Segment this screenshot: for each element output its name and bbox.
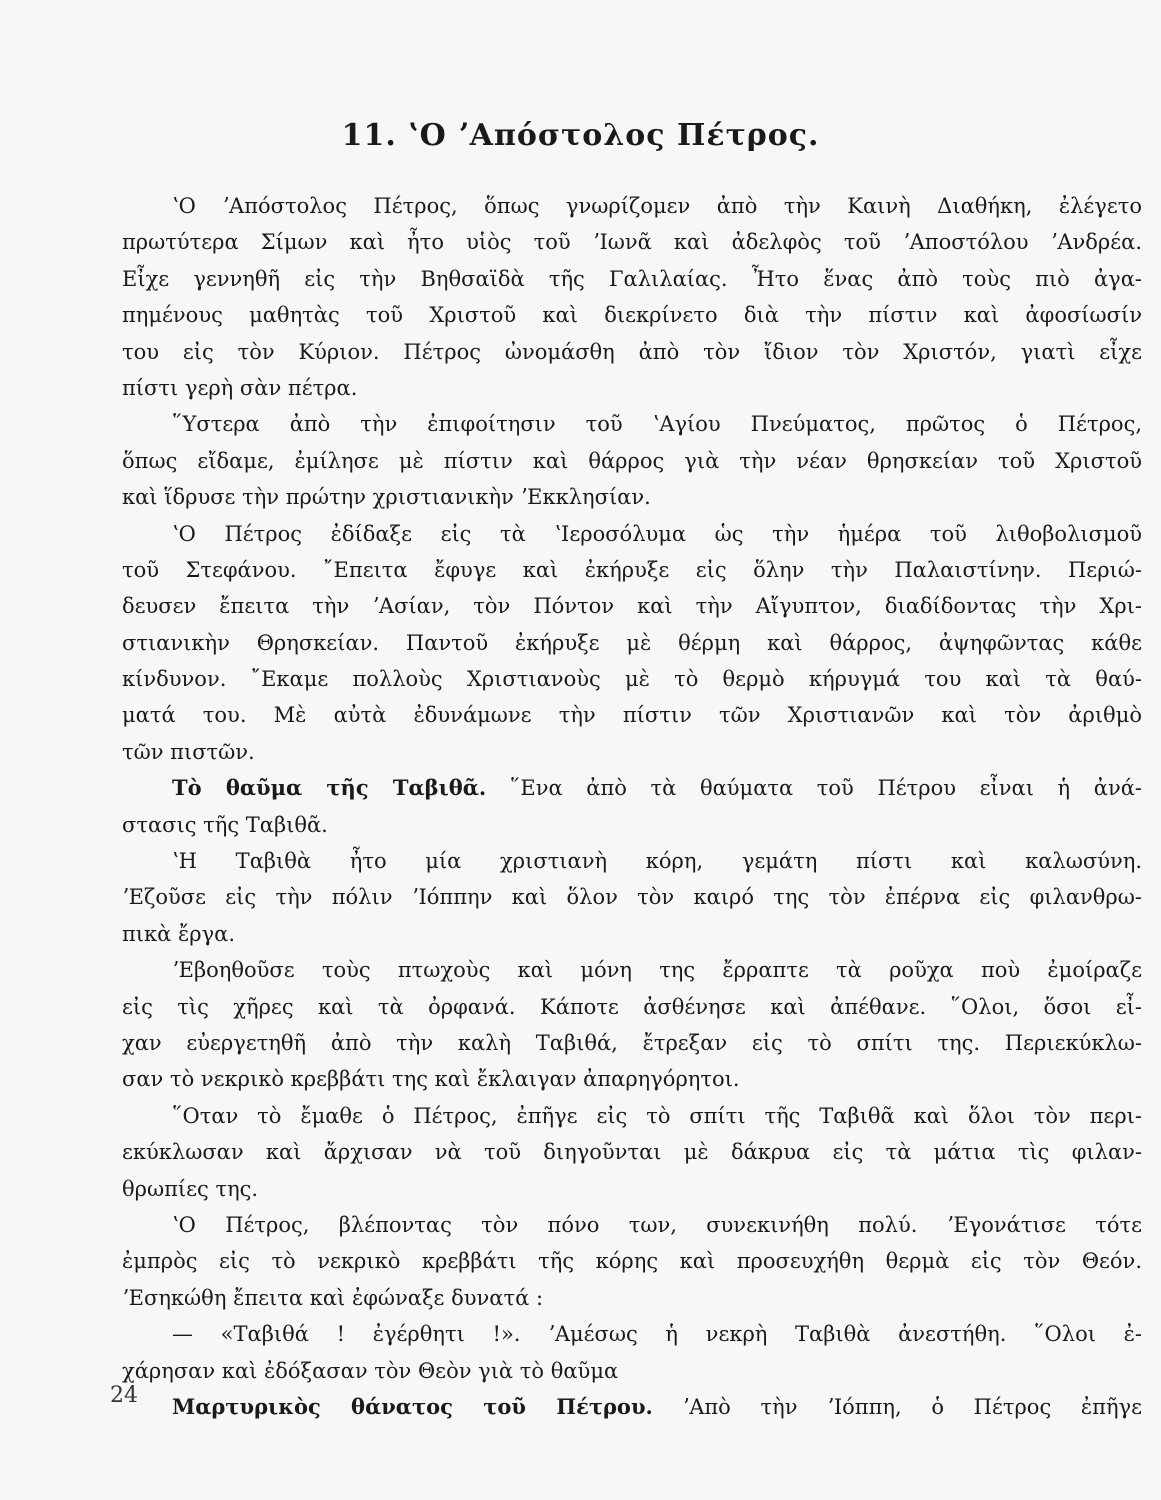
bold-heading: Τὸ θαῦμα τῆς Ταβιθᾶ.	[172, 775, 487, 801]
text-line	[122, 443, 1142, 479]
text-line	[122, 1389, 1142, 1425]
line-text: ὅπως εἴδαμε, ἐμίλησε μὲ πίστιν καὶ θάρρος γιὰ τὴν νέαν θρησκείαν τοῦ Χριστοῦ	[122, 448, 1142, 473]
line-text: χάρησαν καὶ ἐδόξασαν τὸν Θεὸν γιὰ τὸ θαῦμα	[122, 1358, 619, 1383]
line-text: ʽΗ Ταβιθὰ ἦτο μία χριστιανὴ κόρη, γεμάτη πίστι καὶ καλωσύνη.	[172, 849, 1142, 874]
line-text: εἰς τὶς χῆρες καὶ τὰ ὀρφανά. Κάποτε ἀσθένησε καὶ ἀπέθανε. ῞Ολοι, ὅσοι εἶ-	[122, 994, 1142, 1019]
line-text: πίστι γερὴ σὰν πέτρα.	[122, 375, 358, 400]
text-line	[122, 1316, 1142, 1352]
text-line	[122, 1207, 1142, 1243]
text-line	[122, 879, 1142, 915]
text-line	[122, 1134, 1142, 1170]
body-text	[122, 188, 1142, 1425]
line-text: δευσεν ἔπειτα τὴν ʼΑσίαν, τὸν Πόντον καὶ τὴν Αἴγυπτον, διαδίδοντας τὴν Χρι-	[122, 594, 1142, 619]
text-line	[122, 370, 1142, 406]
line-text: θρωπίες της.	[122, 1176, 259, 1201]
line-text: ῞Υστερα ἀπὸ τὴν ἐπιφοίτησιν τοῦ ʽΑγίου Πνεύματος, πρῶτος ὁ Πέτρος,	[172, 412, 1142, 437]
line-text: στιανικὴν Θρησκείαν. Παντοῦ ἐκήρυξε μὲ θέρμη καὶ θάρρος, ἀψηφῶντας κάθε	[122, 630, 1142, 655]
line-text: ʼΕβοηθοῦσε τοὺς πτωχοὺς καὶ μόνη της ἔρραπτε τὰ ροῦχα ποὺ ἐμοίραζε	[172, 958, 1142, 983]
text-line	[122, 661, 1142, 697]
text-line	[122, 552, 1142, 588]
text-line	[122, 334, 1142, 370]
text-line	[122, 1171, 1142, 1207]
text-line	[122, 952, 1142, 988]
line-text: τοῦ Στεφάνου. ῎Επειτα ἔφυγε καὶ ἐκήρυξε εἰς ὅλην τὴν Παλαιστίνην. Περιώ-	[122, 557, 1142, 582]
text-line	[122, 625, 1142, 661]
line-text: Εἶχε γεννηθῆ εἰς τὴν Βηθσαϊδὰ τῆς Γαλιλαίας. Ἦτο ἕνας ἀπὸ τοὺς πιὸ ἀγα-	[122, 266, 1142, 291]
text-line	[122, 224, 1142, 260]
text-line	[122, 1098, 1142, 1134]
text-line	[122, 188, 1142, 224]
line-text: πημένους μαθητὰς τοῦ Χριστοῦ καὶ διεκρίνετο διὰ τὴν πίστιν καὶ ἀφοσίωσίν	[122, 303, 1142, 328]
text-line	[122, 261, 1142, 297]
line-text: ῞Ενα ἀπὸ τὰ θαύματα τοῦ Πέτρου εἶναι ἡ ἀνά-	[486, 776, 1142, 801]
line-text: σαν τὸ νεκρικὸ κρεββάτι της καὶ ἔκλαιγαν ἀπαρηγόρητοι.	[122, 1067, 740, 1092]
text-line	[122, 406, 1142, 442]
chapter-title: 11. ʽΟ ʼΑπόστολος Πέτρος.	[341, 118, 820, 153]
line-text: κίνδυνον. ῎Εκαμε πολλοὺς Χριστιανοὺς μὲ τὸ θερμὸ κήρυγμά του καὶ τὰ θαύ-	[122, 667, 1142, 692]
text-line	[122, 1353, 1142, 1389]
line-text: τῶν πιστῶν.	[122, 739, 255, 764]
text-line	[122, 1243, 1142, 1279]
text-line	[122, 697, 1142, 733]
text-line	[122, 807, 1142, 843]
line-text: ʼΕσηκώθη ἔπειτα καὶ ἐφώναξε δυνατά :	[122, 1285, 544, 1310]
line-text: — «Ταβιθά ! ἐγέρθητι !». ʼΑμέσως ἡ νεκρὴ Ταβιθὰ ἀνεστήθη. ῞Ολοι ἐ-	[172, 1322, 1142, 1347]
line-text: πρωτύτερα Σίμων καὶ ἦτο υἱὸς τοῦ ʼΙωνᾶ καὶ ἀδελφὸς τοῦ ʼΑποστόλου ʼΑνδρέα.	[122, 230, 1142, 255]
line-text: ʼΕζοῦσε εἰς τὴν πόλιν ʼΙόππην καὶ ὅλον τὸν καιρό της τὸν ἐπέρνα εἰς φιλανθρω-	[122, 885, 1142, 910]
line-text: ʽΟ Πέτρος ἐδίδαξε εἰς τὰ ʽΙεροσόλυμα ὡς τὴν ἡμέρα τοῦ λιθοβολισμοῦ	[172, 521, 1142, 546]
line-text: ʽΟ Πέτρος, βλέποντας τὸν πόνο των, συνεκινήθη πολύ. ʼΕγονάτισε τότε	[172, 1212, 1142, 1237]
text-line	[122, 989, 1142, 1025]
text-line	[122, 734, 1142, 770]
text-line	[122, 516, 1142, 552]
line-text: ἐμπρὸς εἰς τὸ νεκρικὸ κρεββάτι τῆς κόρης καὶ προσευχήθη θερμὰ εἰς τὸν Θεόν.	[122, 1249, 1142, 1274]
line-text: ῞Οταν τὸ ἔμαθε ὁ Πέτρος, ἐπῆγε εἰς τὸ σπίτι τῆς Ταβιθᾶ καὶ ὅλοι τὸν περι-	[172, 1103, 1142, 1128]
text-line	[122, 843, 1142, 879]
line-text: εκύκλωσαν καὶ ἄρχισαν νὰ τοῦ διηγοῦνται μὲ δάκρυα εἰς τὰ μάτια τὶς φιλαν-	[122, 1140, 1142, 1165]
text-line	[122, 1025, 1142, 1061]
page-number: 24	[110, 1383, 138, 1408]
text-line	[122, 588, 1142, 624]
text-line	[122, 1061, 1142, 1097]
line-text: καὶ ἵδρυσε τὴν πρώτην χριστιανικὴν ʼΕκκλησίαν.	[122, 485, 651, 510]
bold-heading: Μαρτυρικὸς θάνατος τοῦ Πέτρου.	[172, 1393, 653, 1419]
text-line	[122, 479, 1142, 515]
line-text: στασις τῆς Ταβιθᾶ.	[122, 812, 328, 837]
text-line	[122, 297, 1142, 333]
line-text: ματά του. Μὲ αὐτὰ ἐδυνάμωνε τὴν πίστιν τῶν Χριστιανῶν καὶ τὸν ἀριθμὸ	[122, 703, 1142, 728]
line-text: πικὰ ἔργα.	[122, 921, 236, 946]
text-line	[122, 1280, 1142, 1316]
line-text: ʼΑπὸ τὴν ʼΙόππη, ὁ Πέτρος ἐπῆγε	[652, 1394, 1142, 1419]
text-line	[122, 916, 1142, 952]
line-text: χαν εὐεργετηθῆ ἀπὸ τὴν καλὴ Ταβιθά, ἔτρεξαν εἰς τὸ σπίτι της. Περιεκύκλω-	[122, 1030, 1142, 1055]
line-text: ʽΟ ʼΑπόστολος Πέτρος, ὅπως γνωρίζομεν ἀπὸ τὴν Καινὴ Διαθήκη, ἐλέγετο	[172, 194, 1142, 218]
line-text: του εἰς τὸν Κύριον. Πέτρος ὠνομάσθη ἀπὸ τὸν ἴδιον τὸν Χριστόν, γιατὶ εἶχε	[122, 339, 1142, 364]
text-line	[122, 770, 1142, 806]
